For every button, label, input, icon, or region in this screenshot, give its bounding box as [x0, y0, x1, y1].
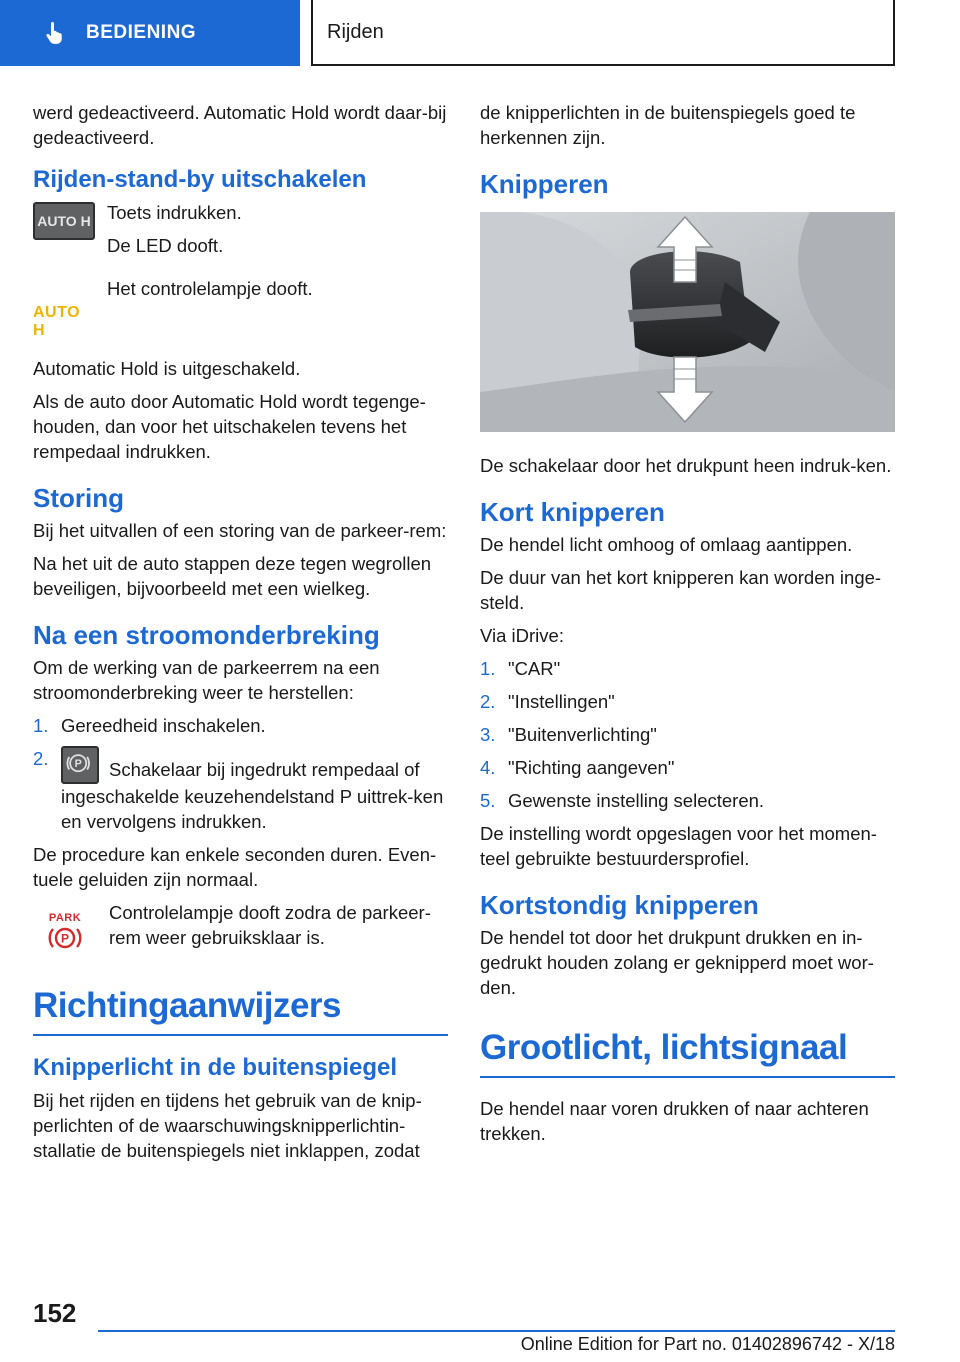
- chapter-title: Rijden: [311, 0, 895, 66]
- paragraph: De LED dooft.: [107, 235, 224, 256]
- paragraph: De duur van het kort knipperen kan worden inge-steld.: [480, 567, 882, 613]
- heading-kort-knipperen: Kort knipperen: [480, 497, 665, 527]
- autoh-lamp-row: [33, 274, 448, 340]
- paragraph: Na het uit de auto stappen deze tegen wegrollen beveiligen, bijvoorbeeld met een wielkeg.: [33, 553, 432, 599]
- footer-edition[interactable]: Online Edition for Part no. 01402896742 - X/18: [520, 1334, 895, 1354]
- paragraph: De hendel naar voren drukken of naar achteren trekken.: [480, 1098, 869, 1144]
- heading-storing: Storing: [33, 483, 124, 513]
- heading-stroomonderbreking: Na een stroomonderbreking: [33, 620, 380, 650]
- list-item: [480, 722, 895, 747]
- list-item: [33, 746, 448, 834]
- paragraph: de knipperlichten in de buitenspiegels goed te herkennen zijn.: [480, 102, 856, 148]
- paragraph: Als de auto door Automatic Hold wordt tegenge-houden, dan voor het uitschakelen tevens het rempedaal indrukken.: [33, 391, 426, 462]
- paragraph: Om de werking van de parkeerrem na een stroomonderbreking weer te herstellen:: [33, 657, 380, 703]
- list-text: Schakelaar bij ingedrukt rempedaal of ingeschakelde keuzehendelstand P uittrek-ken en vervolgens indrukken.: [61, 759, 444, 832]
- paragraph: Via iDrive:: [480, 625, 564, 646]
- list-number: 3.: [480, 724, 496, 745]
- list-item: [33, 713, 448, 738]
- heading-kortstondig-knipperen: Kortstondig knipperen: [480, 890, 759, 920]
- paragraph: Automatic Hold is uitgeschakeld.: [33, 358, 301, 379]
- section-label: BEDIENING: [86, 22, 197, 43]
- list-number: 1.: [33, 715, 49, 736]
- list-item: [480, 689, 895, 714]
- paragraph: Toets indrukken.: [107, 202, 242, 223]
- list-text: Gewenste instelling selecteren.: [508, 790, 765, 811]
- turn-signal-lever-photo: [480, 212, 895, 432]
- section-tab[interactable]: [0, 0, 300, 66]
- autoh-button-icon: [33, 202, 95, 240]
- right-column: [480, 100, 895, 1154]
- paragraph: De schakelaar door het drukpunt heen indruk-ken.: [480, 455, 892, 476]
- paragraph: De instelling wordt opgeslagen voor het momen-teel gebruikte bestuurdersprofiel.: [480, 823, 877, 869]
- svg-text:P: P: [60, 931, 70, 946]
- list-text: "CAR": [508, 658, 561, 679]
- autoh-button-row: [33, 200, 448, 266]
- numbered-list: [33, 713, 448, 834]
- paragraph: Bij het uitvallen of een storing van de parkeer-rem:: [33, 520, 447, 541]
- heading-knipperlicht-buitenspiegel: Knipperlicht in de buitenspiegel: [33, 1054, 398, 1081]
- list-number: 1.: [480, 658, 496, 679]
- footer-divider: [98, 1330, 895, 1332]
- paragraph: Controlelampje dooft zodra de parkeer-rem weer gebruiksklaar is.: [109, 902, 431, 948]
- list-text: "Richting aangeven": [508, 757, 675, 778]
- svg-text:P: P: [74, 758, 82, 771]
- page-header: [0, 0, 960, 66]
- park-warning-lamp-icon: [33, 912, 97, 952]
- heading-richtingaanwijzers: Richtingaanwijzers: [33, 986, 448, 1036]
- numbered-list: [480, 656, 895, 813]
- list-text: "Instellingen": [508, 691, 615, 712]
- autoh-warning-lamp-icon: AUTO H: [33, 304, 81, 339]
- paragraph: De hendel licht omhoog of omlaag aantippen.: [480, 534, 853, 555]
- list-item: [480, 755, 895, 780]
- paragraph: werd gedeactiveerd. Automatic Hold wordt daar-bij gedeactiveerd.: [33, 102, 447, 148]
- parking-brake-symbol-icon: [63, 748, 97, 782]
- list-number: 5.: [480, 790, 496, 811]
- list-text: Gereedheid inschakelen.: [61, 715, 266, 736]
- paragraph: De hendel tot door het drukpunt drukken en in-gedrukt houden zolang er geknipperd moet wor-den.: [480, 927, 874, 998]
- park-lamp-row: [33, 900, 448, 958]
- park-lamp-text: PARK: [48, 912, 82, 924]
- page-number: 152: [33, 1298, 77, 1328]
- paragraph: Bij het rijden en tijdens het gebruik van de knip-perlichten of de waarschuwingsknipperlichtin-stallatie de buitenspiegels niet inklappen, zodat: [33, 1090, 422, 1161]
- parking-brake-button-icon: [61, 746, 99, 784]
- heading-grootlicht: Grootlicht, lichtsignaal: [480, 1028, 895, 1078]
- hand-pointer-icon: [42, 21, 66, 45]
- heading-standby: Rijden-stand-by uitschakelen: [33, 166, 367, 193]
- paragraph: Het controlelampje dooft.: [107, 278, 313, 299]
- parking-brake-red-icon: [47, 924, 83, 952]
- left-column: [33, 100, 448, 1171]
- list-number: 2.: [33, 748, 49, 769]
- list-item: [480, 788, 895, 813]
- list-text: "Buitenverlichting": [508, 724, 657, 745]
- list-number: 4.: [480, 757, 496, 778]
- autoh-button-text: AUTO H: [37, 213, 91, 229]
- list-item: [480, 656, 895, 681]
- heading-knipperen: Knipperen: [480, 169, 609, 199]
- paragraph: De procedure kan enkele seconden duren. Even-tuele geluiden zijn normaal.: [33, 844, 437, 890]
- list-number: 2.: [480, 691, 496, 712]
